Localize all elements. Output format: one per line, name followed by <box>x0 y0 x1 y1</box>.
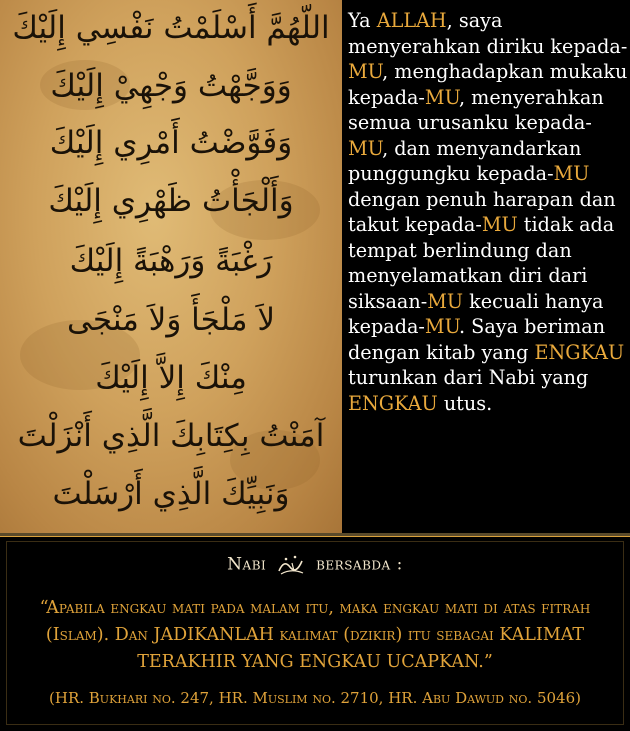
highlighted-word: MU <box>427 289 464 313</box>
translation-panel <box>348 8 628 533</box>
translation-segment: kecuali hanya kepada- <box>348 289 604 338</box>
translation-segment: , dan menyandarkan punggungku kepada- <box>348 136 582 185</box>
arabic-line: آمَنْتُ بِكِتَابِكَ الَّذِي أَنْزَلْتَ <box>17 418 325 454</box>
arabic-line: لاَ مَلْجَأَ وَلاَ مَنْجَى <box>66 302 276 338</box>
arabic-line: اللّهُمَّ أَسْلَمْتُ نَفْسِي إِلَيْكَ <box>12 10 330 46</box>
highlighted-word: MU <box>481 213 518 236</box>
translation-segment: , saya menyerahkan diriku kepada- <box>348 9 628 58</box>
highlighted-word: MU <box>348 60 383 83</box>
arabic-line: وَوَجَّهْتُ وَجْهِيْ إِلَيْكَ <box>50 68 292 104</box>
arabic-line: رَغْبَةً وَرَهْبَةً إِلَيْكَ <box>69 243 273 279</box>
translation-segment: . Saya beriman dengan kitab yang <box>348 315 606 364</box>
hadith-section <box>0 536 630 731</box>
arabic-line: وَنَبِيِّكَ الَّذِي أَرْسَلْتَ <box>52 476 290 512</box>
translation-segment: utus. <box>437 391 493 415</box>
saw-calligraphy-icon <box>276 553 306 577</box>
translation-segment: turunkan dari Nabi yang <box>348 366 589 389</box>
highlighted-word: MU <box>424 85 459 109</box>
bersabda-label: bersabda : <box>316 554 403 575</box>
translation-text <box>348 8 628 416</box>
translation-segment: , menghadapkan mukaku kepada- <box>348 60 628 109</box>
arabic-line: وَفَوَّضْتُ أَمْرِي إِلَيْكَ <box>49 125 293 161</box>
arabic-line: وَأَلْجَأْتُ ظَهْرِي إِلَيْكَ <box>48 183 294 219</box>
hadith-quote: “Apabila engkau mati pada malam itu, maka engkau mati di atas fitrah (Islam). Dan JADIKANLAH kalimat (dzikir) itu sebagai KALIMAT TERAKHIR YANG ENGKAU UCAPKAN.” <box>39 598 591 672</box>
nabi-label: Nabi <box>227 554 267 575</box>
arabic-line: مِنْكَ إِلاَّ إِلَيْكَ <box>95 360 247 396</box>
highlighted-word: MU <box>348 136 383 160</box>
highlighted-word: ALLAH <box>376 9 447 32</box>
translation-segment: , menyerahkan semua urusanku kepada- <box>348 85 604 134</box>
highlighted-word: MU <box>424 315 459 338</box>
translation-segment: tidak ada tempat berlindung dan menyelamatkan diri dari siksaan- <box>348 213 615 313</box>
highlighted-word: MU <box>553 162 590 185</box>
nabi-bersabda-heading <box>0 553 630 577</box>
translation-segment: Ya <box>348 9 377 32</box>
hadith-source: (HR. Bukhari no. 247, HR. Muslim no. 2710, HR. Abu Dawud no. 5046) <box>49 689 581 707</box>
highlighted-word: ENGKAU <box>348 391 438 415</box>
translation-segment: dengan penuh harapan dan takut kepada- <box>348 187 616 236</box>
arabic-prayer-panel <box>0 0 342 533</box>
highlighted-word: ENGKAU <box>534 340 625 364</box>
